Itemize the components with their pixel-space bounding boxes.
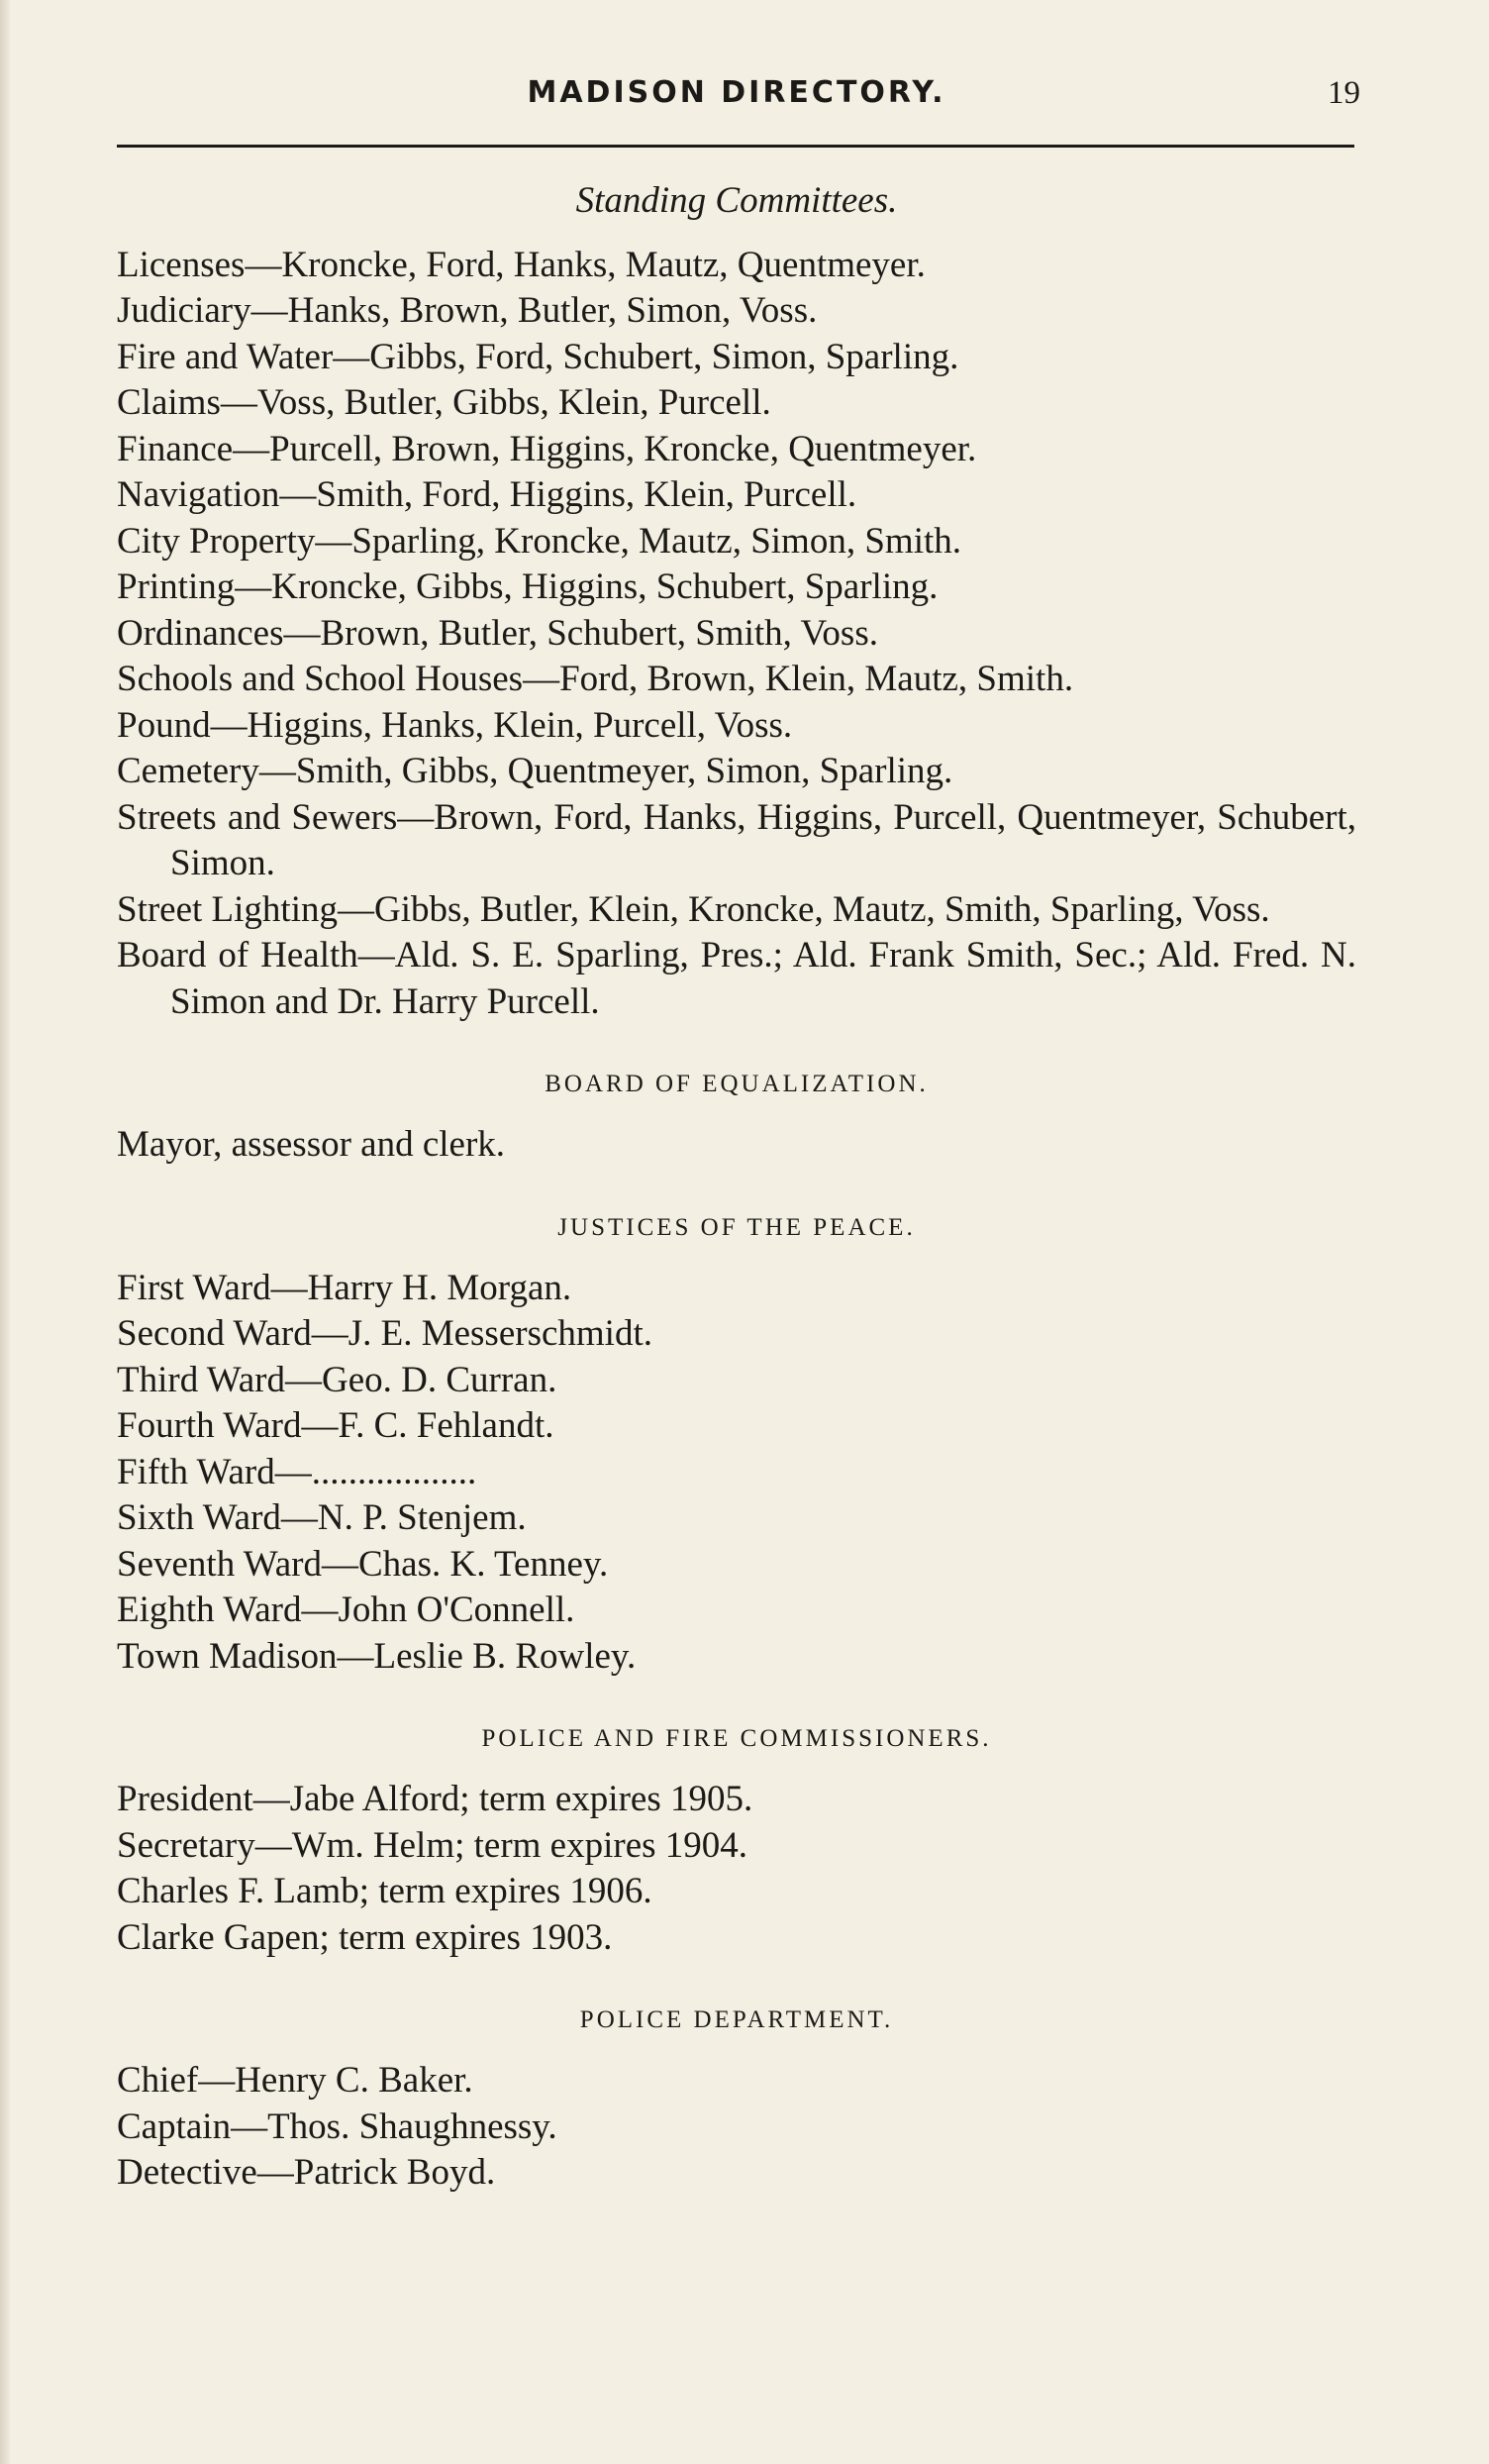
list-item: Third Ward—Geo. D. Curran. — [117, 1359, 557, 1400]
running-title: MADISON DIRECTORY. — [527, 75, 946, 110]
section-heading: JUSTICES OF THE PEACE. — [557, 1213, 916, 1241]
list-item: Seventh Ward—Chas. K. Tenney. — [117, 1543, 609, 1585]
list-item: Cemetery—Smith, Gibbs, Quentmeyer, Simon, Sparling. — [117, 751, 953, 791]
list-item: Board of Health—Ald. S. E. Sparling, Pres.; Ald. Frank Smith, Sec.; Ald. Fred. N. Simon and Dr. Harry Purcell. — [117, 935, 1356, 1022]
section-heading: POLICE DEPARTMENT. — [579, 2006, 894, 2033]
list-item: Street Lighting—Gibbs, Butler, Klein, Kroncke, Mautz, Smith, Sparling, Voss. — [117, 888, 1270, 930]
list-item: Captain—Thos. Shaughnessy. — [117, 2105, 557, 2147]
section-heading: POLICE AND FIRE COMMISSIONERS. — [481, 1725, 992, 1752]
list-item: Fifth Ward—.................. — [117, 1451, 477, 1492]
list-item: Pound—Higgins, Hanks, Klein, Purcell, Voss. — [117, 704, 793, 746]
list-item: Printing—Kroncke, Gibbs, Higgins, Schubert, Sparling. — [117, 566, 939, 607]
justices-of-the-peace-section — [117, 1208, 1356, 1681]
list-item: Chief—Henry C. Baker. — [117, 2060, 473, 2101]
list-item: Mayor, assessor and clerk. — [117, 1124, 506, 1165]
header-rule — [117, 145, 1354, 148]
list-item: Navigation—Smith, Ford, Higgins, Klein, Purcell. — [117, 474, 857, 515]
list-item: Judiciary—Hanks, Brown, Butler, Simon, Voss. — [117, 290, 818, 331]
police-department-section — [117, 2001, 1356, 2197]
list-item: Ordinances—Brown, Butler, Schubert, Smith, Voss. — [117, 612, 878, 654]
list-item: Streets and Sewers—Brown, Ford, Hanks, Higgins, Purcell, Quentmeyer, Schubert, Simon. — [117, 796, 1356, 883]
list-item: Fourth Ward—F. C. Fehlandt. — [117, 1405, 554, 1446]
list-item: Claims—Voss, Butler, Gibbs, Klein, Purcell. — [117, 382, 771, 423]
standing-committees-section — [117, 178, 1356, 1025]
list-item: Schools and School Houses—Ford, Brown, Klein, Mautz, Smith. — [117, 659, 1074, 699]
list-item: City Property—Sparling, Kroncke, Mautz, Simon, Smith. — [117, 520, 962, 562]
police-and-fire-commissioners-section — [117, 1719, 1356, 1961]
list-item: Clarke Gapen; term expires 1903. — [117, 1916, 613, 1958]
list-item: Charles F. Lamb; term expires 1906. — [117, 1871, 652, 1911]
list-item: Secretary—Wm. Helm; term expires 1904. — [117, 1824, 748, 1866]
page-header — [117, 71, 1360, 121]
list-item: Finance—Purcell, Brown, Higgins, Kroncke, Quentmeyer. — [117, 428, 977, 469]
page-binding-edge — [0, 0, 10, 2464]
list-item: Licenses—Kroncke, Ford, Hanks, Mautz, Quentmeyer. — [117, 244, 926, 285]
page-content — [117, 178, 1356, 2197]
list-item: Detective—Patrick Boyd. — [117, 2152, 496, 2193]
list-item: Fire and Water—Gibbs, Ford, Schubert, Simon, Sparling. — [117, 336, 959, 377]
list-item: Town Madison—Leslie B. Rowley. — [117, 1635, 637, 1677]
section-title: Standing Committees. — [575, 180, 898, 221]
list-item: Eighth Ward—John O'Connell. — [117, 1590, 575, 1630]
list-item: First Ward—Harry H. Morgan. — [117, 1267, 572, 1308]
section-heading: BOARD OF EQUALIZATION. — [545, 1071, 929, 1097]
page-number: 19 — [1328, 75, 1360, 111]
list-item: Sixth Ward—N. P. Stenjem. — [117, 1497, 527, 1538]
list-item: President—Jabe Alford; term expires 1905. — [117, 1779, 753, 1819]
list-item: Second Ward—J. E. Messerschmidt. — [117, 1313, 652, 1354]
board-of-equalization-section — [117, 1065, 1356, 1169]
